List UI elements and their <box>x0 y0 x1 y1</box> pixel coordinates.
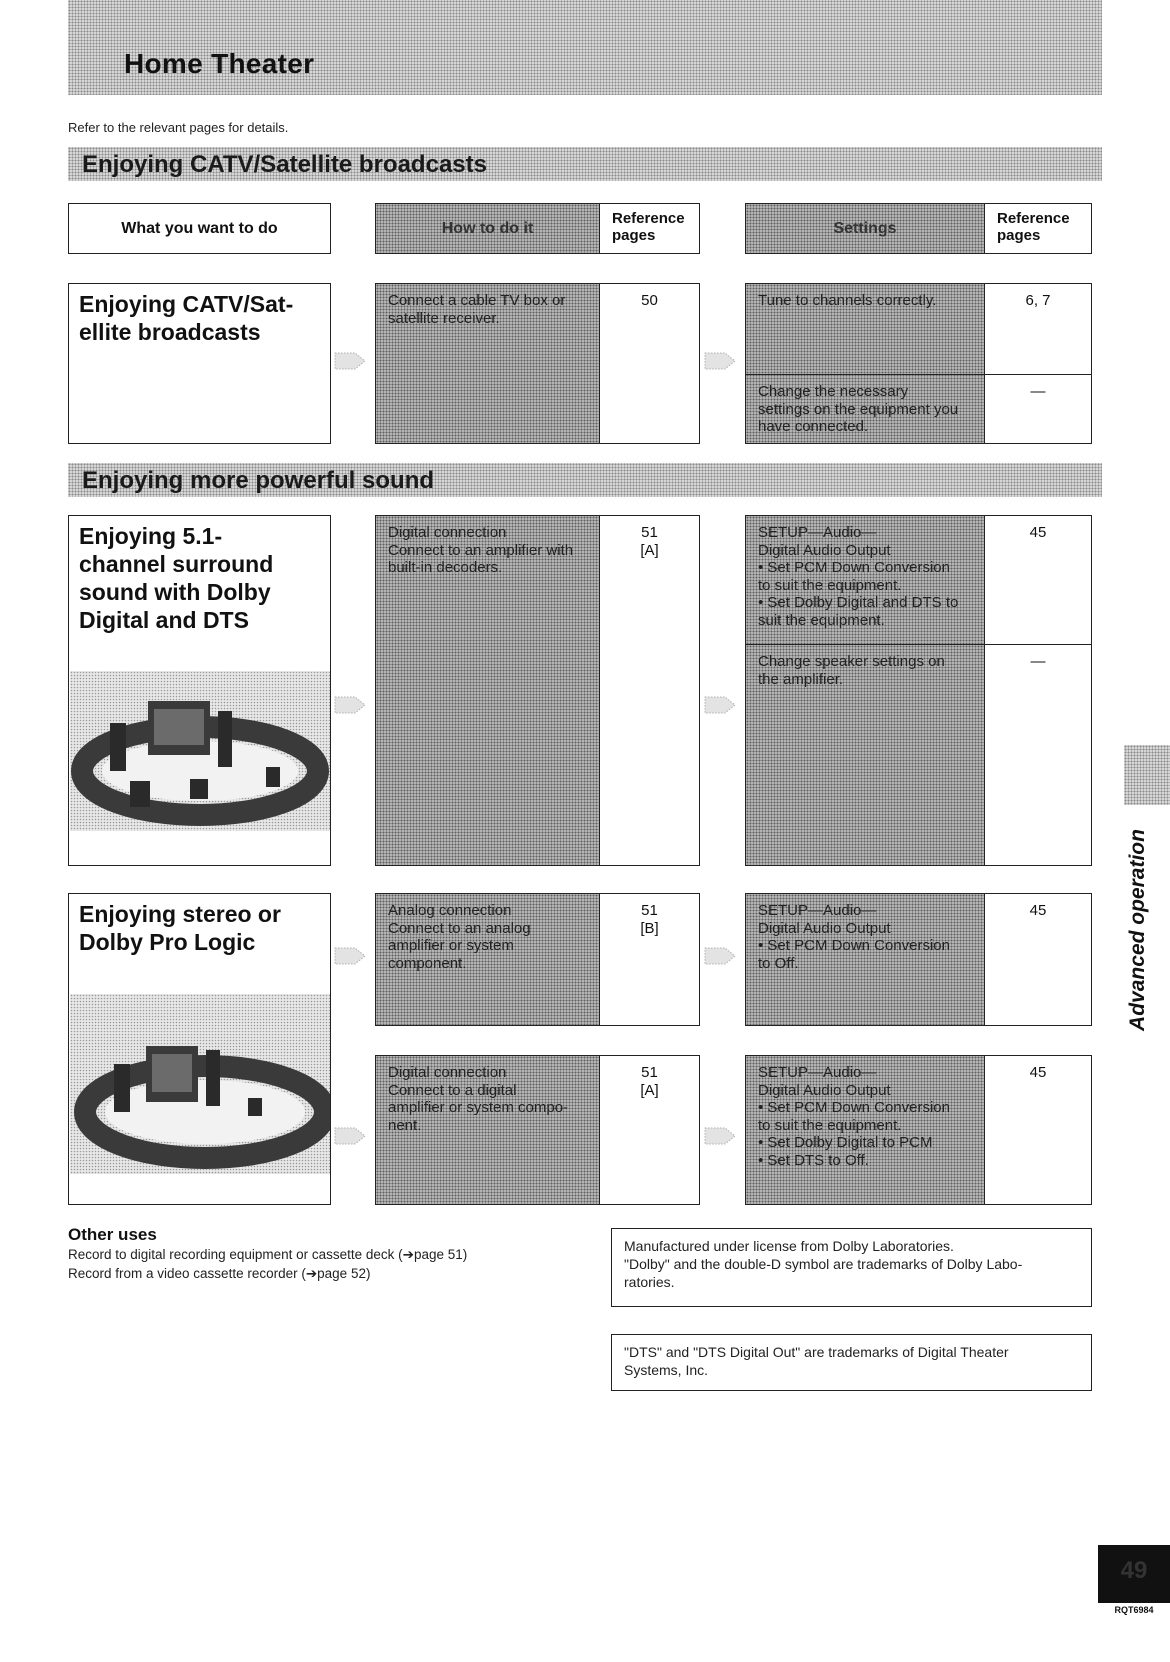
how-text: Digital connection Connect to a digital amplifier or system compo- nent. <box>388 1064 569 1134</box>
ref-box-analog <box>599 893 700 1026</box>
stereo-speaker-illustration <box>70 994 330 1174</box>
arrow-icon <box>333 350 367 372</box>
how-box-digital <box>375 1055 600 1205</box>
arrow-icon <box>703 945 737 967</box>
settings-text: SETUP—Audio— Digital Audio Output • Set PCM Down Conversion to suit the equipment. • Set Dolby Digital and DTS to suit the equipment. <box>758 524 959 629</box>
how-box-surround <box>375 515 600 866</box>
header-how-to-do-it: How to do it <box>375 203 600 254</box>
settings-text: Change the necessary settings on the equipment you have connected. <box>758 383 959 435</box>
side-section-label <box>1108 830 1168 1030</box>
side-tab-marker <box>1124 745 1170 805</box>
arrow-icon <box>333 945 367 967</box>
settings-box-analog <box>745 893 985 1026</box>
arrow-icon <box>703 1125 737 1147</box>
task-box-catv <box>68 283 331 444</box>
ref-text: 51 [A] <box>640 524 659 559</box>
model-code: RQT6984 <box>1114 1605 1154 1615</box>
arrow-icon <box>703 694 737 716</box>
settings-ref-box-analog <box>984 893 1092 1026</box>
settings-ref-box-catv <box>984 283 1092 444</box>
header-what-you-want: What you want to do <box>68 203 331 254</box>
settings-ref-box-digital <box>984 1055 1092 1205</box>
arrow-icon <box>333 694 367 716</box>
section-banner-sound <box>68 463 1102 497</box>
ref-text: 6, 7 <box>1025 292 1051 309</box>
surround-speaker-illustration <box>70 671 330 831</box>
arrow-icon <box>703 350 737 372</box>
task-box-stereo <box>68 893 331 1205</box>
other-uses-line: Record from a video cassette recorder (➔page 52) <box>68 1266 371 1281</box>
how-text: Digital connection Connect to an amplifier with built-in decoders. <box>388 524 574 576</box>
settings-box-catv <box>745 283 985 444</box>
task-title: Enjoying 5.1- channel surround sound with Dolby Digital and DTS <box>79 523 274 633</box>
how-box-analog <box>375 893 600 1026</box>
settings-text: SETUP—Audio— Digital Audio Output • Set PCM Down Conversion to suit the equipment. • Set Dolby Digital to PCM • Set DTS to Off. <box>758 1064 950 1169</box>
ref-text: 45 <box>1029 524 1047 541</box>
ref-box-surround <box>599 515 700 866</box>
ref-text: 51 [B] <box>640 902 659 937</box>
divider <box>985 374 1091 375</box>
task-title: Enjoying CATV/Sat- ellite broadcasts <box>79 291 294 345</box>
ref-text: — <box>1030 653 1046 670</box>
section-title: Enjoying more powerful sound <box>82 467 435 494</box>
settings-box-surround <box>745 515 985 866</box>
page-number: 49 <box>1120 1557 1148 1584</box>
ref-text: 45 <box>1029 902 1047 919</box>
page-title: Home Theater <box>124 48 315 79</box>
task-title: Enjoying stereo or Dolby Pro Logic <box>79 901 281 955</box>
settings-text: SETUP—Audio— Digital Audio Output • Set PCM Down Conversion to Off. <box>758 902 950 972</box>
divider <box>746 374 984 375</box>
ref-text: 50 <box>641 292 658 309</box>
dts-trademark-note: "DTS" and "DTS Digital Out" are trademarks of Digital Theater Systems, Inc. <box>611 1334 1092 1391</box>
section-title: Enjoying CATV/Satellite broadcasts <box>82 151 487 178</box>
page-header-band <box>68 0 1102 95</box>
settings-ref-box-surround <box>984 515 1092 866</box>
other-uses-title: Other uses <box>68 1225 157 1244</box>
ref-text: 51 [A] <box>640 1064 659 1099</box>
dolby-trademark-note: Manufactured under license from Dolby Laboratories. "Dolby" and the double-D symbol are trademarks of Dolby Labo- ratories. <box>611 1228 1092 1307</box>
arrow-icon <box>333 1125 367 1147</box>
how-text: Connect a cable TV box or satellite receiver. <box>388 292 566 327</box>
section-banner-catv <box>68 147 1102 181</box>
header-reference-pages-settings: Reference pages <box>984 203 1092 254</box>
header-reference-pages: Reference pages <box>599 203 700 254</box>
page-number-box <box>1098 1545 1170 1603</box>
header-settings: Settings <box>745 203 985 254</box>
settings-text: Tune to channels correctly. <box>758 292 937 309</box>
ref-box-catv <box>599 283 700 444</box>
intro-text: Refer to the relevant pages for details. <box>68 120 289 135</box>
divider <box>985 644 1091 645</box>
ref-box-digital <box>599 1055 700 1205</box>
ref-text: 45 <box>1029 1064 1047 1081</box>
how-text: Analog connection Connect to an analog amplifier or system component. <box>388 902 531 972</box>
ref-text: — <box>1030 383 1046 400</box>
divider <box>746 644 984 645</box>
how-box-catv <box>375 283 600 444</box>
settings-box-digital <box>745 1055 985 1205</box>
settings-text: Change speaker settings on the amplifier. <box>758 653 945 688</box>
other-uses-line: Record to digital recording equipment or cassette deck (➔page 51) <box>68 1247 468 1262</box>
side-label-text: Advanced operation <box>1126 829 1149 1031</box>
task-box-surround <box>68 515 331 866</box>
